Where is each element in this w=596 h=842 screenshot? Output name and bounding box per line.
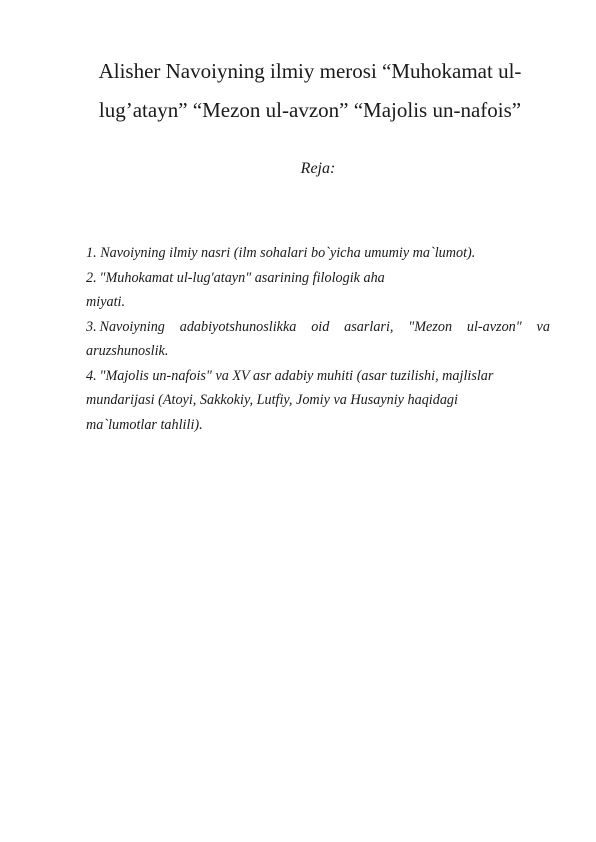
plan-item-3-word: 3. Navoiyning [86, 318, 165, 335]
plan-item-1: 1. Navoiyning ilmiy nasri (ilm sohalari bo`yicha umumiy ma`lumot). [86, 245, 476, 261]
plan-item-3-word: va [536, 318, 550, 335]
plan-list [86, 241, 550, 437]
plan-item-3-line-1 [86, 315, 550, 340]
plan-item-4-line-3: ma`lumotlar tahlili). [86, 416, 203, 433]
plan-item-2-line-1: 2. "Muhokamat ul-lug'atayn" asarining filologik aha [86, 269, 385, 286]
plan-item-3-word: adabiyotshunoslikka [179, 318, 297, 335]
title-line-1: Alisher Navoiyning ilmiy merosi “Muhokamat ul- [98, 59, 522, 83]
plan-item-3-word: "Mezon [408, 318, 453, 335]
plan-item-3-line-2: aruzshunoslik. [86, 343, 169, 359]
plan-item-2-line-2: miyati. [86, 294, 126, 310]
plan-item-4-line-2: mundarijasi (Atoyi, Sakkokiy, Lutfiy, Jomiy va Husayniy haqidagi [86, 392, 458, 408]
plan-item-3-word: ul-avzon" [466, 318, 522, 335]
plan-item-4-line-1: 4. "Majolis un-nafois" va XV asr adabiy muhiti (asar tuzilishi, majlislar [86, 367, 494, 384]
document-title [80, 52, 540, 130]
plan-heading: Reja: [300, 160, 336, 177]
plan-item-3-word: asarlari, [344, 318, 394, 335]
title-line-2: lug’atayn” “Mezon ul-avzon” “Majolis un-nafois” [98, 98, 522, 122]
plan-item-3-word: oid [311, 318, 330, 335]
